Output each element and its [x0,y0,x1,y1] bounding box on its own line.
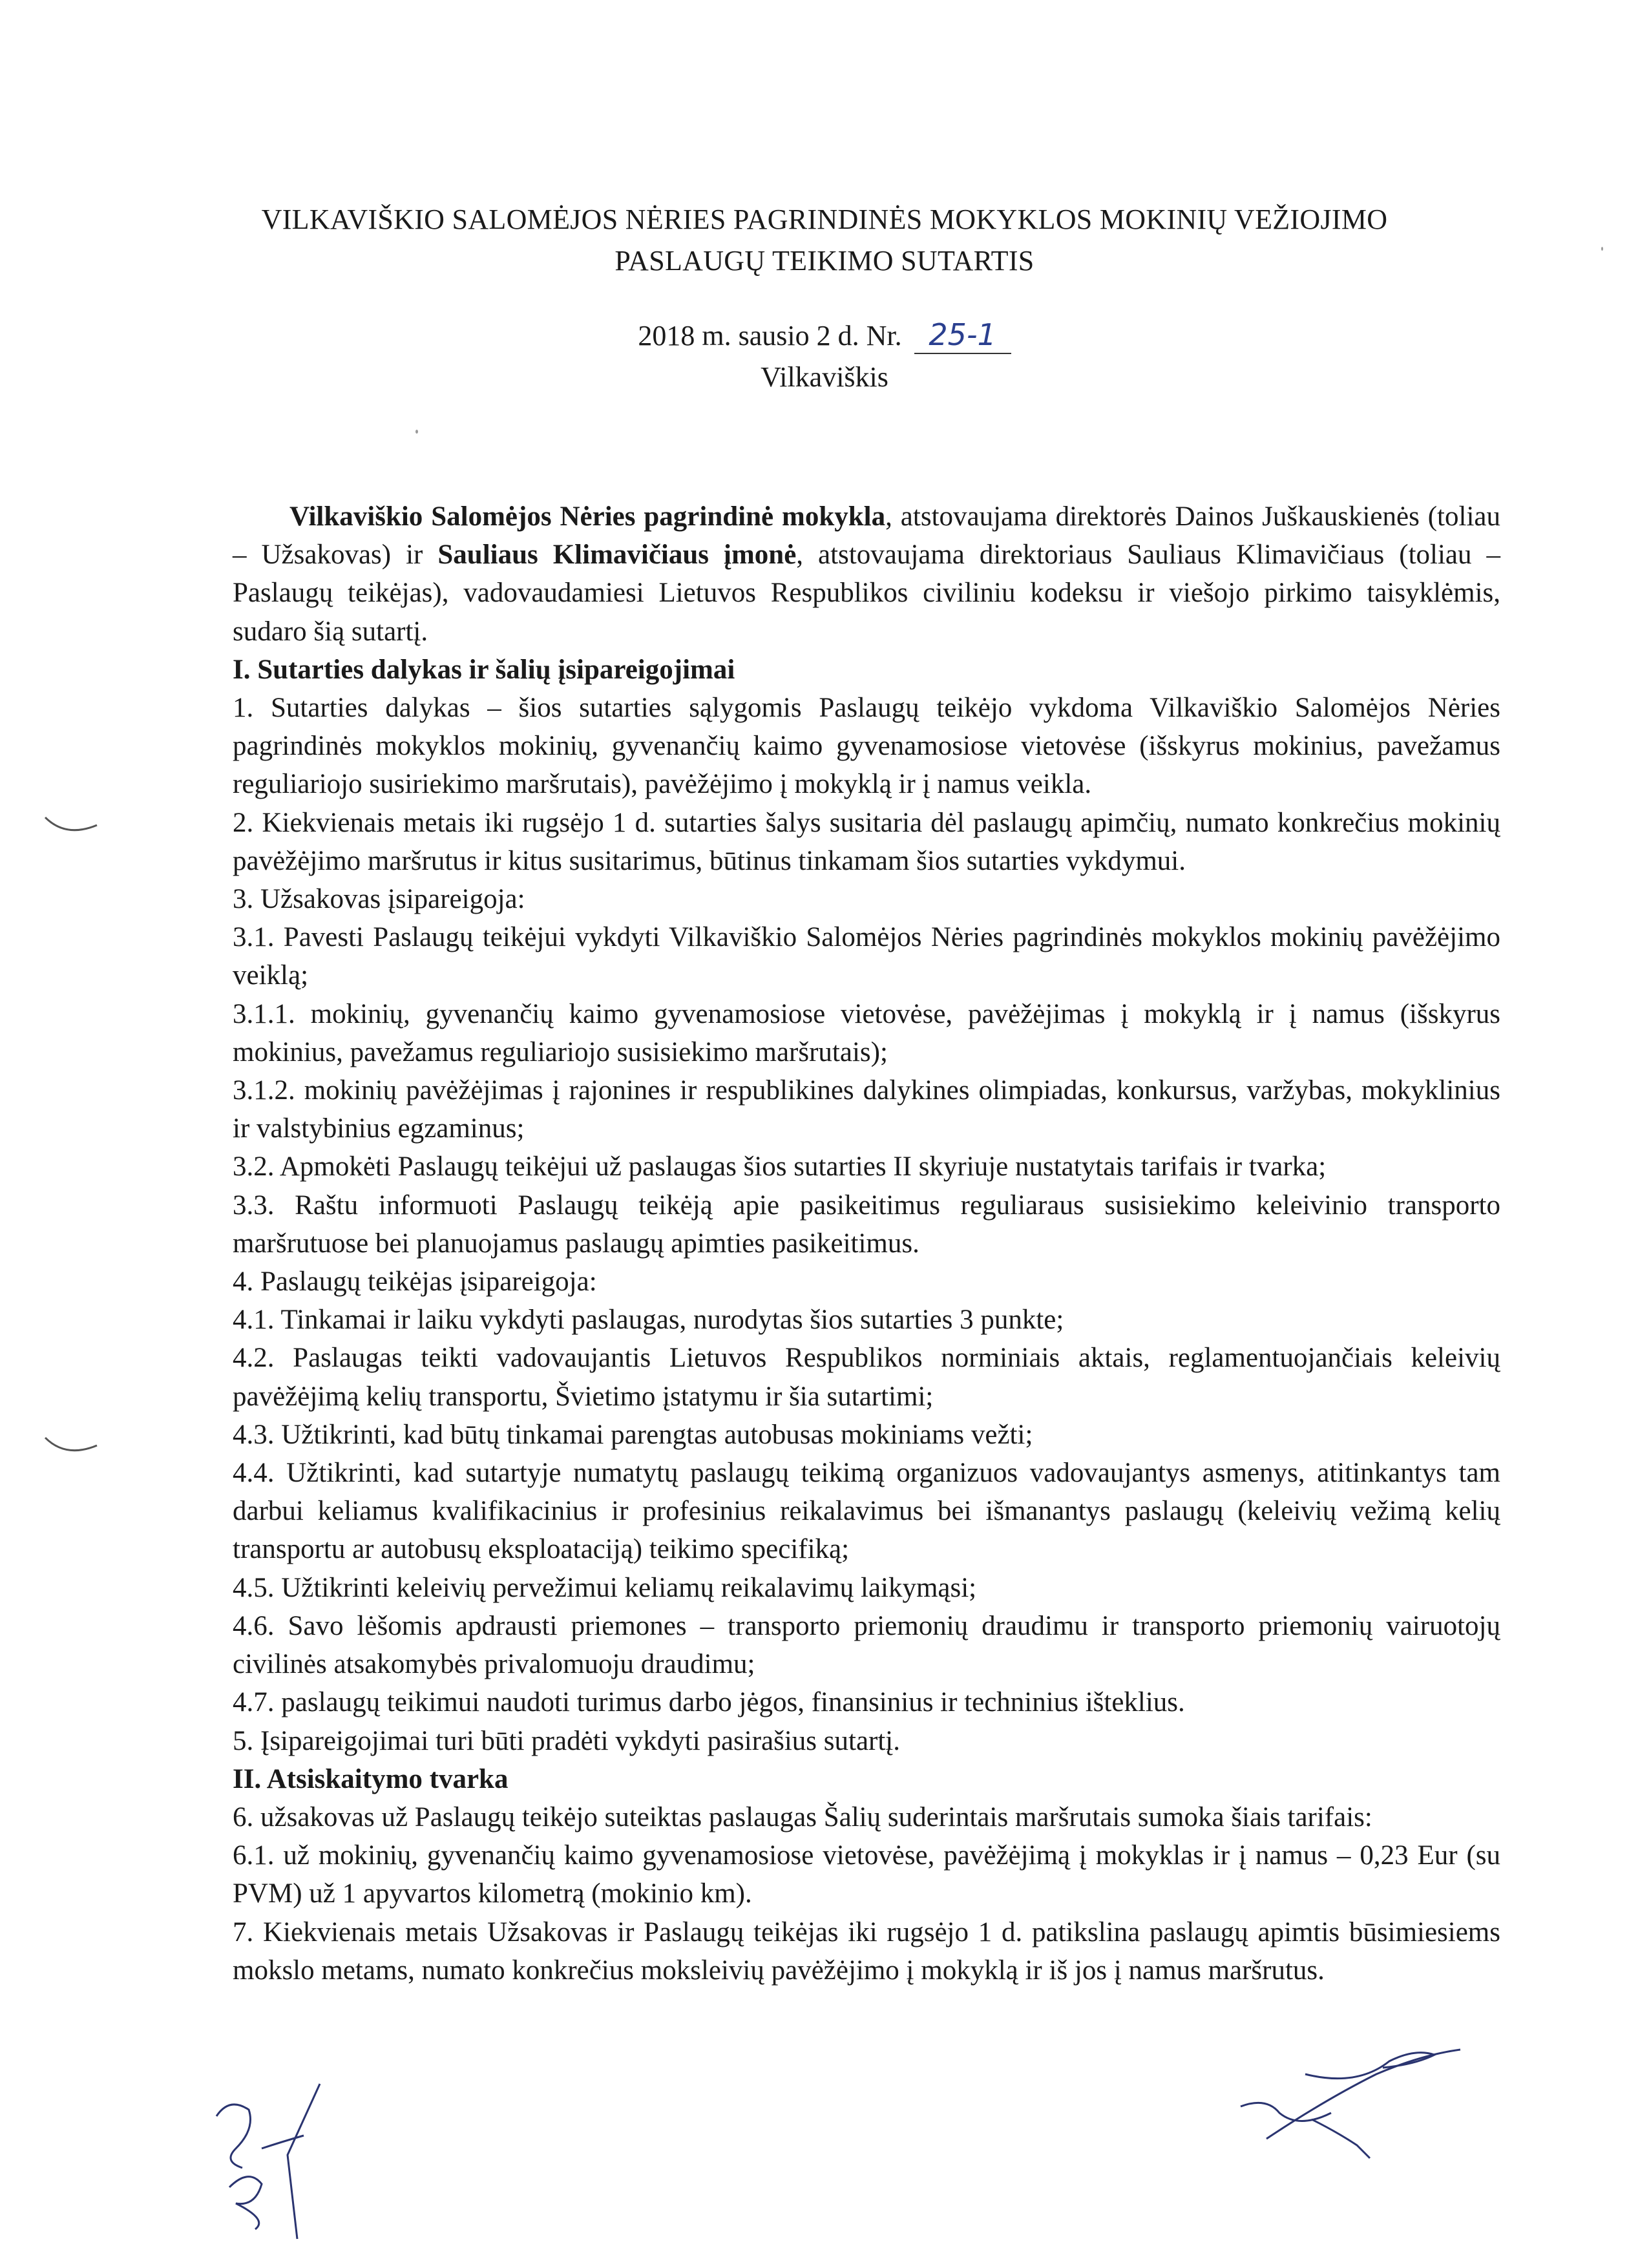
clause: 2. Kiekvienais metais iki rugsėjo 1 d. sutarties šalys susitaria dėl paslaugų apimčių, numato konkrečius mokinių pavėžėjimo maršrutus ir kitus susitarimus, būtinus tinkamam šios sutarties vykdymui. [233,807,1500,876]
intro-paragraph: Vilkaviškio Salomėjos Nėries pagrindinė mokykla, atstovaujama direktorės Dainos Juškauskienės (toliau – Užsakovas) ir Sauliaus Klimavičiaus įmonė, atstovaujama direktoriaus Sauliaus Klimavičiaus (toliau – Paslaugų teikėjas), vadovaudamiesi Lietuvos Respublikos civiliniu kodeksu ir viešojo pirkimo taisyklėmis, sudaro šią sutartį. [233,501,1500,647]
contract-body [233,498,1500,1990]
clause: 4.7. paslaugų teikimui naudoti turimus darbo jėgos, finansinius ir techninius išteklius. [233,1687,1185,1718]
document-title [194,199,1455,282]
party-school: Vilkaviškio Salomėjos Nėries pagrindinė mokykla [289,501,886,532]
clause: 3. Užsakovas įsipareigoja: [233,884,525,915]
signature-left [191,2071,346,2245]
clause: 3.3. Raštu informuoti Paslaugų teikėją apie pasikeitimus reguliaraus susisiekimo keleivinio transporto maršrutuose bei planuojamus paslaugų apimties pasikeitimus. [233,1190,1500,1259]
clause: 3.1.2. mokinių pavėžėjimas į rajonines ir respublikines dalykines olimpiadas, konkursus, varžybas, mokyklinius ir valstybinius egzaminus; [233,1075,1500,1144]
scan-speck [1601,247,1603,251]
clause: 4.5. Užtikrinti keleivių pervežimui keliamų reikalavimų laikymąsi; [233,1572,977,1603]
margin-mark-lower [40,1431,105,1464]
party-provider: Sauliaus Klimavičiaus įmonė [437,540,797,571]
clause: 6.1. už mokinių, gyvenančių kaimo gyvenamosiose vietovėse, pavėžėjimą į mokyklas ir į namus – 0,23 Eur (su PVM) už 1 apyvartos kilometrą (mokinio km). [233,1840,1500,1909]
scan-speck [415,430,418,434]
section-heading-2: II. Atsiskaitymo tvarka [233,1763,509,1794]
margin-mark-upper [40,811,105,843]
clause: 3.1.1. mokinių, gyvenančių kaimo gyvenamosiose vietovėse, pavėžėjimas į mokyklą ir į namus (išskyrus mokinius, pavežamus reguliariojo susisiekimo maršrutais); [233,998,1500,1067]
clause: 4. Paslaugų teikėjas įsipareigoja: [233,1266,597,1297]
document-number-handwritten: 25-1 [914,317,1011,354]
clause: 4.1. Tinkamai ir laiku vykdyti paslaugas, nurodytas šios sutarties 3 punkte; [233,1305,1064,1336]
title-line-1: VILKAVIŠKIO SALOMĖJOS NĖRIES PAGRINDINĖS MOKYKLOS MOKINIŲ VEŽIOJIMO [261,204,1388,235]
clause: 3.2. Apmokėti Paslaugų teikėjui už paslaugas šios sutarties II skyriuje nustatytais tarifais ir tvarka; [233,1151,1327,1182]
clause: 4.4. Užtikrinti, kad sutartyje numatytų paslaugų teikimą organizuos vadovaujantys asmenys, atitinkantys tam darbui keliamus kvalifikacinius ir profesinius reikalavimus bei išmanantys paslaugų (keleivių vežimą kelių transportu ar autobusų eksploataciją) teikimo specifiką; [233,1458,1500,1565]
clause: 1. Sutarties dalykas – šios sutarties sąlygomis Paslaugų teikėjo vykdoma Vilkaviškio Salomėjos Nėries pagrindinės mokyklos mokinių, gyvenančių kaimo gyvenamosiose vietovėse (išskyrus mokinius, pavežamus reguliariojo susiriekimo maršrutais), pavėžėjimo į mokyklą ir į namus veikla. [233,693,1500,800]
clause: 4.3. Užtikrinti, kad būtų tinkamai parengtas autobusas mokiniams vežti; [233,1419,1033,1450]
clause: 7. Kiekvienais metais Užsakovas ir Paslaugų teikėjas iki rugsėjo 1 d. patikslina paslaugų apimtis būsimiesiems mokslo metams, numato konkrečius moksleivių pavėžėjimo į mokyklą ir iš jos į namus maršrutus. [233,1916,1500,1986]
document-place: Vilkaviškis [761,361,888,393]
document-date: 2018 m. sausio 2 d. Nr. [638,320,902,352]
clause: 4.2. Paslaugas teikti vadovaujantis Lietuvos Respublikos norminiais aktais, reglamentuojančiais keleivių pavėžėjimą kelių transportu, Švietimo įstatymu ir šia sutartimi; [233,1343,1500,1412]
clause: 4.6. Savo lėšomis apdrausti priemones – transporto priemonių draudimu ir transporto priemonių vairuotojų civilinės atsakomybės privalomuoju draudimu; [233,1610,1500,1680]
clause: 5. Įsipareigojimai turi būti pradėti vykdyti pasirašius sutartį. [233,1725,901,1756]
clause: 3.1. Pavesti Paslaugų teikėjui vykdyti Vilkaviškio Salomėjos Nėries pagrindinės mokyklos mokinių pavėžėjimo veiklą; [233,922,1500,991]
section-heading-1: I. Sutarties dalykas ir šalių įsipareigojimai [233,654,735,685]
dateline [194,315,1455,398]
title-line-2: PASLAUGŲ TEIKIMO SUTARTIS [614,245,1035,277]
signature-right [1228,2035,1473,2165]
clause: 6. užsakovas už Paslaugų teikėjo suteiktas paslaugas Šalių suderintais maršrutais sumoka šiais tarifais: [233,1801,1372,1832]
